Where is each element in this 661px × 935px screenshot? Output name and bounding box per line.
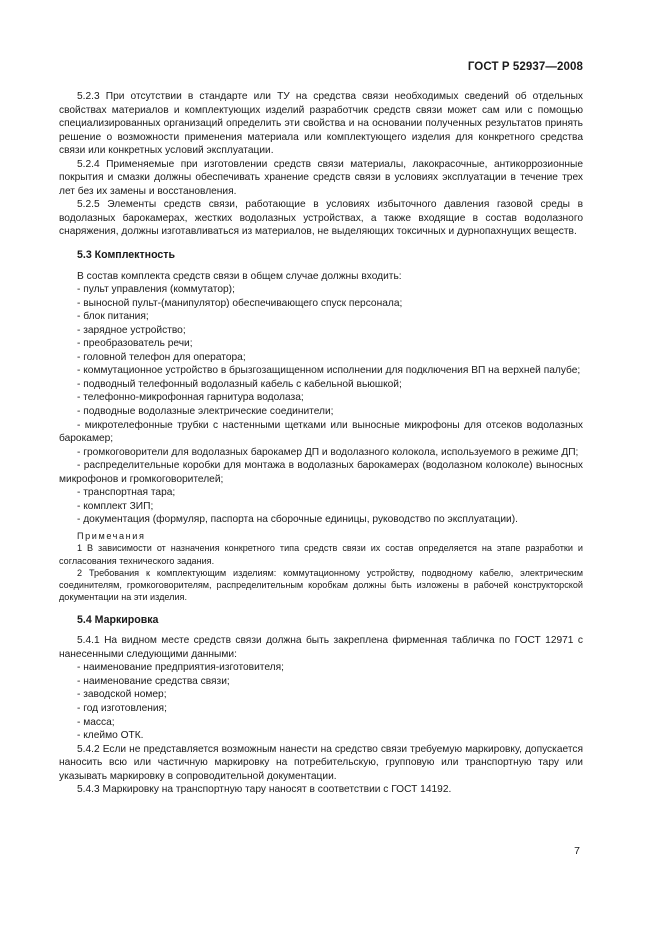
list-item: - выносной пульт-(манипулятор) обеспечивающего спуск персонала;: [77, 297, 403, 309]
list-item: - микротелефонные трубки с настенными щетками или выносные микрофоны для отсеков водолазных барокамер;: [59, 419, 583, 445]
note-2: 2 Требования к комплектующим изделиям: коммутационному устройству, подводному кабелю, электрическим соединителям, громкоговорителям, распределительным коробкам должны быть изложены в рабочей конструкторской документации на эти изделия.: [59, 567, 583, 603]
paragraph-5-2-5: 5.2.5 Элементы средств связи, работающие в условиях избыточного давления газовой среды в водолазных барокамерах, жестких водолазных устройствах, а также входящие в состав водолазного снаряжения, должны изготавливаться из материалов, не выделяющих токсичных и дурнопахнущих веществ.: [59, 199, 583, 238]
notes-block: [59, 530, 583, 604]
list-item: - коммутационное устройство в брызгозащищенном исполнении для подключения ВП на верхней палубе;: [77, 365, 581, 377]
page-number: 7: [574, 845, 580, 857]
list-item: - клеймо ОТК.: [77, 730, 144, 742]
section-heading-5-3: 5.3 Комплектность: [77, 249, 175, 262]
list-item: - блок питания;: [77, 311, 149, 323]
document-body: [59, 90, 583, 797]
marking-list: [59, 661, 583, 742]
list-item: - зарядное устройство;: [77, 324, 186, 336]
paragraph-5-2-4: 5.2.4 Применяемые при изготовлении средств связи материалы, лакокрасочные, антикоррозионные покрытия и смазки должны обеспечивать хранение средств связи в условиях эксплуатации в течение трех лет без их замены и восстановления.: [59, 158, 583, 197]
list-item: - преобразователь речи;: [77, 338, 193, 350]
paragraph-5-4-1: 5.4.1 На видном месте средств связи должна быть закреплена фирменная табличка по ГОСТ 12971 с нанесенными следующими данными:: [59, 635, 583, 660]
list-item: - документация (формуляр, паспорта на сборочные единицы, руководство по эксплуатации).: [77, 514, 518, 526]
paragraph-5-4-3: 5.4.3 Маркировку на транспортную тару наносят в соответствии с ГОСТ 14192.: [77, 784, 452, 796]
notes-title: Примечания: [77, 530, 146, 541]
completeness-list: [59, 283, 583, 527]
paragraph-5-2-3: 5.2.3 При отсутствии в стандарте или ТУ на средства связи необходимых сведений об отдельных свойствах материалов и комплектующих изделий разработчик средств связи может сам или с помощью специализированных организаций определить эти свойства и на основании полученных результатов принять решение о возможности применения материала или комплектующего изделия для конкретного средства связи или конкретных условий эксплуатации.: [59, 91, 583, 157]
list-item: - год изготовления;: [77, 703, 167, 715]
note-1: 1 В зависимости от назначения конкретного типа средств связи их состав определяется на этапе разработки и согласования технического задания.: [59, 543, 583, 566]
list-item: - масса;: [77, 716, 115, 728]
list-item: - громкоговорители для водолазных барокамер ДП и водолазного колокола, используемого в режиме ДП;: [77, 446, 579, 458]
list-item: - распределительные коробки для монтажа в водолазных барокамерах (водолазном колоколе) выносных микрофонов и громкоговорителей;: [59, 460, 583, 485]
list-item: - наименование средства связи;: [77, 675, 230, 687]
list-item: - пульт управления (коммутатор);: [77, 284, 235, 296]
list-item: - заводской номер;: [77, 689, 167, 701]
list-item: - телефонно-микрофонная гарнитура водолаза;: [77, 392, 304, 404]
list-item: - головной телефон для оператора;: [77, 351, 246, 363]
section-heading-5-4: 5.4 Маркировка: [77, 613, 159, 626]
list-item: - подводный телефонный водолазный кабель с кабельной вьюшкой;: [77, 378, 402, 390]
document-code: ГОСТ Р 52937—2008: [467, 61, 583, 73]
section-5-3-intro: В состав комплекта средств связи в общем случае должны входить:: [77, 270, 402, 282]
paragraph-5-4-2: 5.4.2 Если не представляется возможным нанести на средство связи требуемую маркировку, допускается наносить всю или частичную маркировку на потребительскую, групповую или транспортную тару или указывать маркировку в сопроводительной документации.: [59, 743, 583, 782]
list-item: - комплект ЗИП;: [77, 500, 154, 512]
list-item: - транспортная тара;: [77, 487, 176, 499]
list-item: - подводные водолазные электрические соединители;: [77, 406, 334, 418]
list-item: - наименование предприятия-изготовителя;: [77, 662, 284, 674]
